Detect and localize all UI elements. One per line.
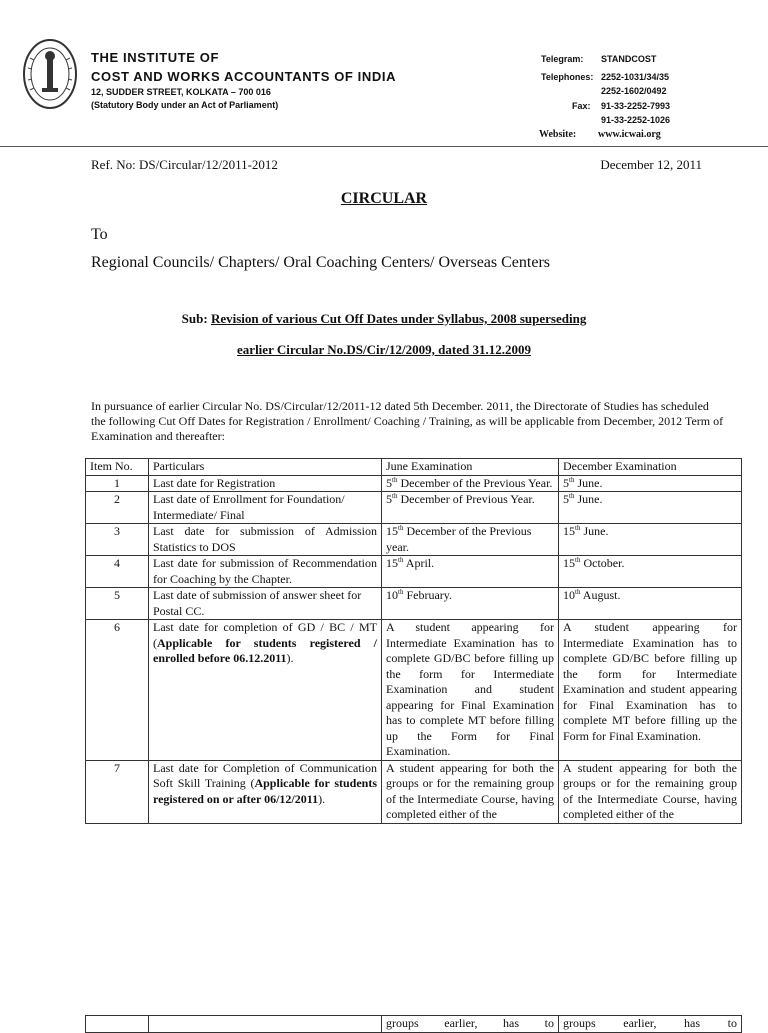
header-divider <box>0 146 768 147</box>
subject-prefix: Sub: <box>181 311 208 326</box>
subject-line-1 <box>0 311 768 327</box>
december-rule: A student appearing for both the groups or for the remaining group of the Intermediate Course, having completed either of the <box>559 760 742 823</box>
item-no: 4 <box>86 556 149 588</box>
december-date: 10th August. <box>559 588 742 620</box>
item-no: 1 <box>86 475 149 492</box>
june-date: 5th December of Previous Year. <box>382 492 559 524</box>
table-row <box>86 524 742 556</box>
document-title: CIRCULAR <box>340 190 428 207</box>
fax-label: Fax: <box>572 101 591 111</box>
june-date: 10th February. <box>382 588 559 620</box>
table-row <box>86 492 742 524</box>
december-date: 15th October. <box>559 556 742 588</box>
particulars: Last date of submission of answer sheet for Postal CC. <box>149 588 382 620</box>
telephones-value-2: 2252-1602/0492 <box>601 86 667 96</box>
december-date: 5th June. <box>559 492 742 524</box>
june-rule: groups earlier, has to <box>382 1016 559 1033</box>
june-date: 15th December of the Previous year. <box>382 524 559 556</box>
particulars: Last date for Registration <box>149 475 382 492</box>
addressee-to: To <box>91 226 108 243</box>
december-date: 5th June. <box>559 475 742 492</box>
table-row <box>86 620 742 761</box>
subject-text-1: Revision of various Cut Off Dates under Syllabus, 2008 superseding <box>210 311 587 326</box>
item-no: 6 <box>86 620 149 761</box>
subject-line-2: earlier Circular No.DS/Cir/12/2009, dated 31.12.2009 <box>237 342 531 357</box>
website-link[interactable]: www.icwai.org <box>598 129 661 140</box>
particulars: Last date of Enrollment for Foundation/ Intermediate/ Final <box>149 492 382 524</box>
addressee-recipients: Regional Councils/ Chapters/ Oral Coaching Centers/ Overseas Centers <box>91 254 551 271</box>
header-item-no: Item No. <box>86 459 149 476</box>
telegram-label: Telegram: <box>541 54 584 64</box>
telegram-value: STANDCOST <box>601 54 657 64</box>
item-no: 3 <box>86 524 149 556</box>
particulars: Last date for submission of Recommendation for Coaching by the Chapter. <box>149 556 382 588</box>
particulars: Last date for submission of Admission Statistics to DOS <box>149 524 382 556</box>
table-row <box>86 556 742 588</box>
cutoff-dates-table <box>85 458 742 824</box>
table-row <box>86 588 742 620</box>
org-address: 12, SUDDER STREET, KOLKATA – 700 016 <box>91 87 271 97</box>
table-row <box>86 475 742 492</box>
org-name-line2: COST AND WORKS ACCOUNTANTS OF INDIA <box>91 69 397 84</box>
org-name-line1: THE INSTITUTE OF <box>91 50 220 65</box>
telephones-label: Telephones: <box>541 72 594 82</box>
fax-value-1: 91-33-2252-7993 <box>601 101 671 111</box>
table-header-row <box>86 459 742 476</box>
particulars: Last date for completion of GD / BC / MT (Applicable for students registered / enrolled before 06.12.2011). <box>149 620 382 761</box>
intro-paragraph: In pursuance of earlier Circular No. DS/Circular/12/2011-12 dated 5th December. 2011, the Directorate of Studies has scheduled the following Cut Off Dates for Registration / Enrollment/ Coaching / Training, as will be applicable from December, 2012 Term of Examination and thereafter: <box>91 399 724 443</box>
header-december: December Examination <box>559 459 742 476</box>
december-rule: A student appearing for Intermediate Examination has to complete GD/BC before filling up the form for Intermediate Examination and student appearing for Final Examination has to complete MT before filling up the Form for Final Examination. <box>559 620 742 761</box>
reference-number: Ref. No: DS/Circular/12/2011-2012 <box>91 157 278 172</box>
header-june: June Examination <box>382 459 559 476</box>
june-date: 15th April. <box>382 556 559 588</box>
june-rule: A student appearing for both the groups or for the remaining group of the Intermediate Course, having completed either of the <box>382 760 559 823</box>
item-no: 2 <box>86 492 149 524</box>
december-rule: groups earlier, has to <box>559 1016 742 1033</box>
fax-value-2: 91-33-2252-1026 <box>601 115 671 125</box>
telephones-value-1: 2252-1031/34/35 <box>601 72 670 82</box>
header-particulars: Particulars <box>149 459 382 476</box>
circular-date: December 12, 2011 <box>600 157 702 172</box>
table-row <box>86 760 742 823</box>
june-date: 5th December of the Previous Year. <box>382 475 559 492</box>
item-no: 7 <box>86 760 149 823</box>
org-status: (Statutory Body under an Act of Parliament) <box>91 100 279 110</box>
institute-logo <box>22 38 78 110</box>
december-date: 15th June. <box>559 524 742 556</box>
website-label: Website: <box>539 129 577 140</box>
item-no: 5 <box>86 588 149 620</box>
june-rule: A student appearing for Intermediate Examination has to complete GD/BC before filling up the form for Intermediate Examination and student appearing for Final Examination has to complete MT before filling up the Form for Final Examination. <box>382 620 559 761</box>
particulars: Last date for Completion of Communication Soft Skill Training (Applicable for students registered on or after 06/12/2011). <box>149 760 382 823</box>
